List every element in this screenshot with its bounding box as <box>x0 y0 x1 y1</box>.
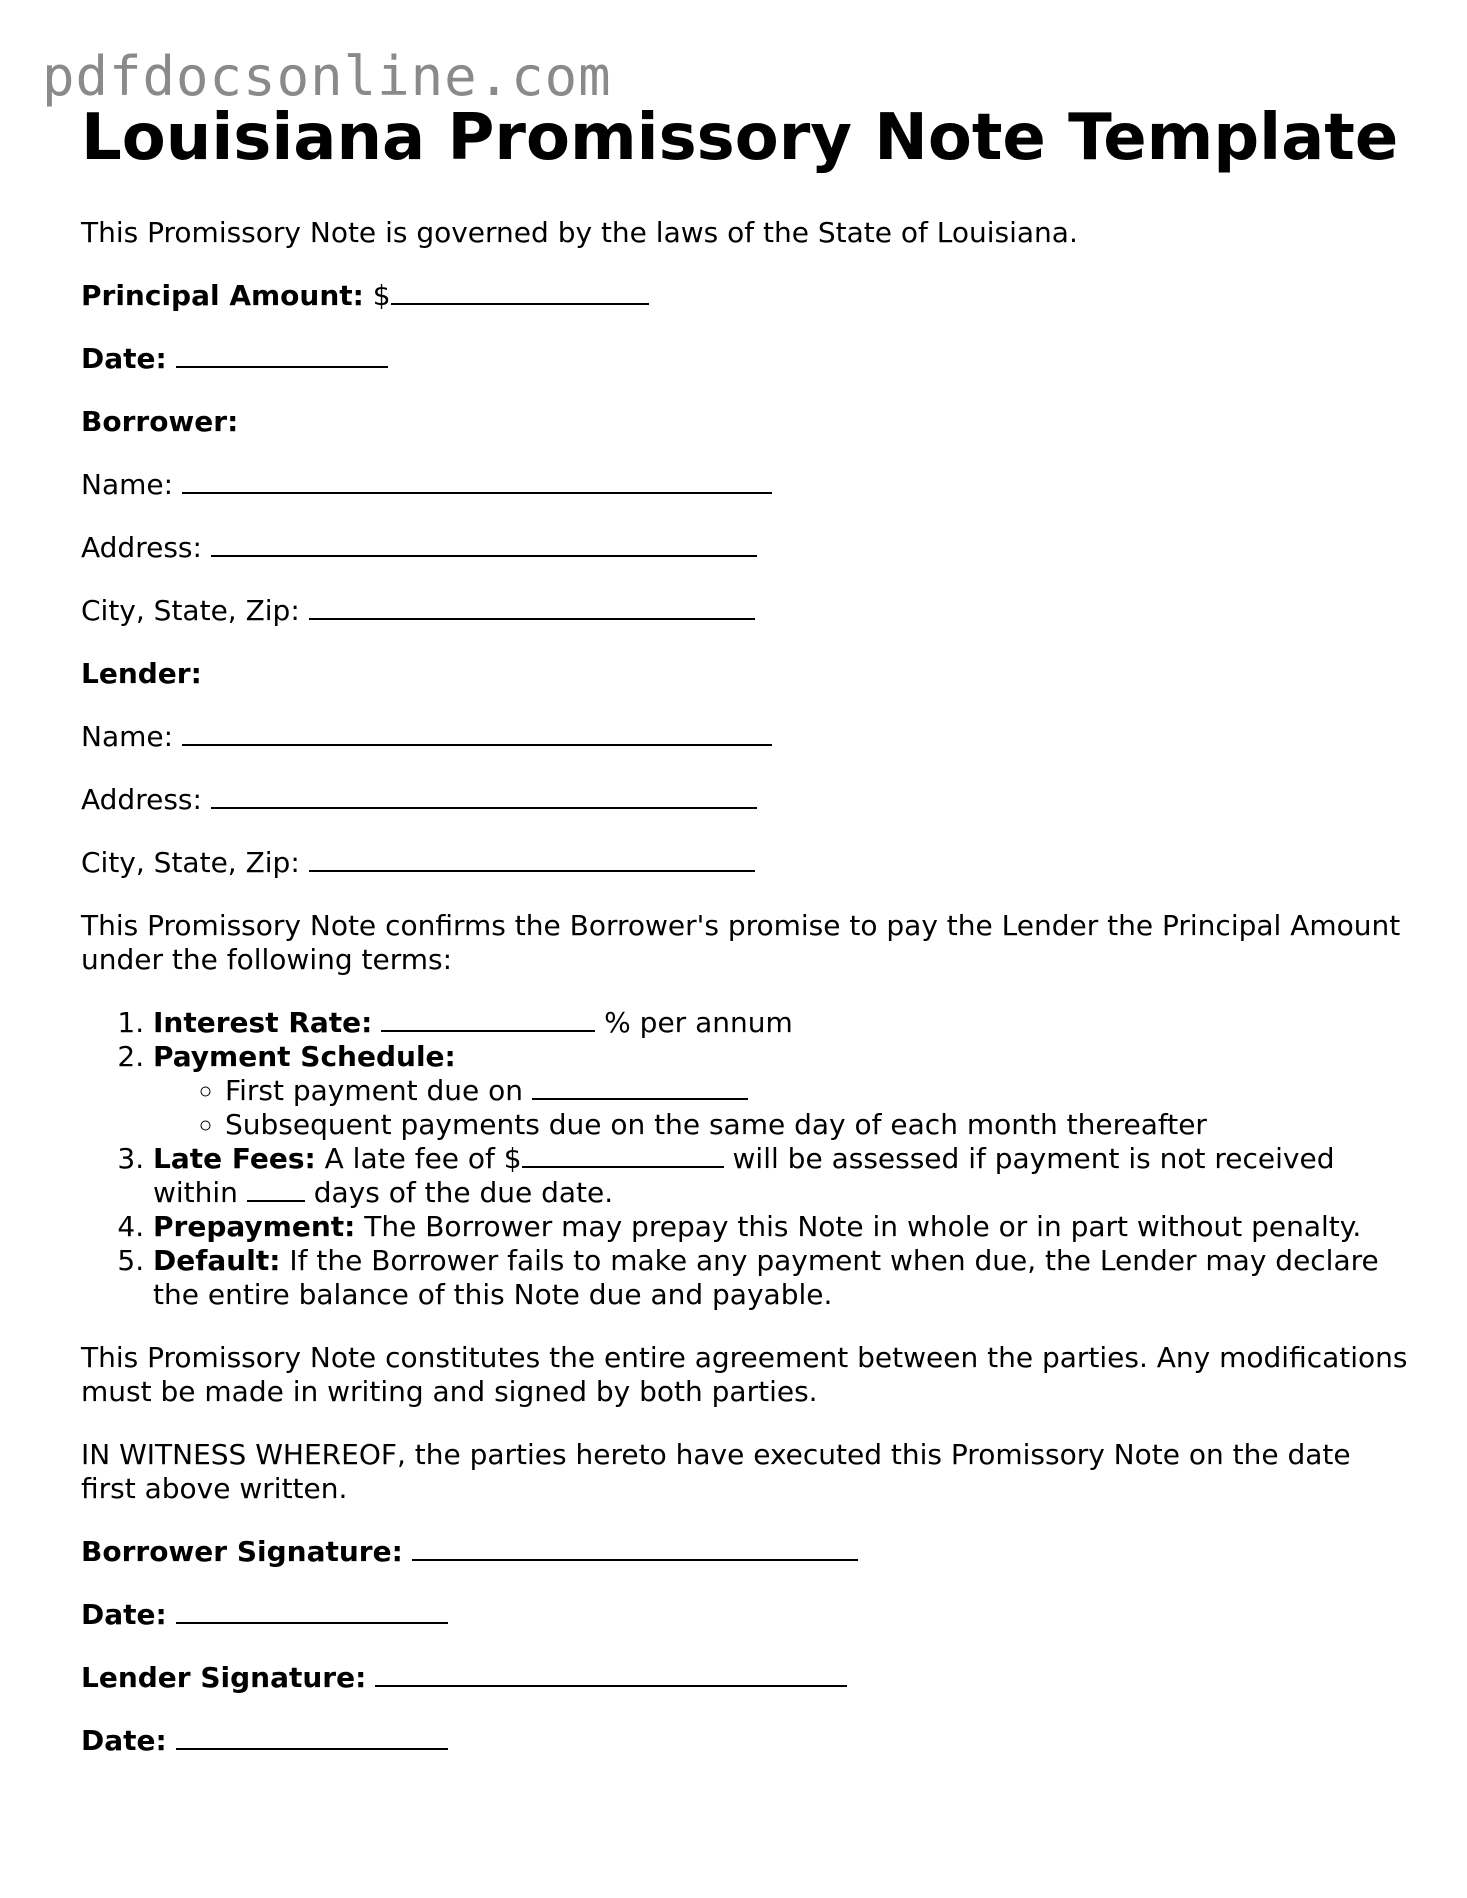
lender-address-label: Address: <box>81 783 202 817</box>
lender-name-blank[interactable] <box>182 720 772 746</box>
payment-schedule-sublist <box>153 1074 1411 1142</box>
interest-rate-suffix: % per annum <box>604 1006 793 1040</box>
lender-signature-date-label: Date: <box>81 1724 167 1758</box>
borrower-signature-date-field <box>81 1598 1411 1632</box>
lender-signature-blank[interactable] <box>375 1661 847 1687</box>
lender-address-blank[interactable] <box>211 783 757 809</box>
first-payment-blank[interactable] <box>532 1074 748 1100</box>
lender-name-field <box>81 720 1411 754</box>
late-fees-label: Late Fees: <box>153 1142 316 1176</box>
term-default <box>153 1244 1411 1312</box>
subsequent-payments-item: ◦ Subsequent payments due on the same day of each month thereafter <box>225 1108 1411 1142</box>
interest-rate-blank[interactable] <box>381 1006 595 1032</box>
borrower-city-label: City, State, Zip: <box>81 594 300 628</box>
lender-city-field <box>81 846 1411 880</box>
borrower-signature-date-label: Date: <box>81 1598 167 1632</box>
lender-city-blank[interactable] <box>309 846 755 872</box>
lender-signature-field <box>81 1661 1411 1695</box>
late-fee-days-blank[interactable] <box>247 1176 305 1202</box>
date-blank[interactable] <box>176 342 388 368</box>
lender-signature-date-field <box>81 1724 1411 1758</box>
lender-heading <box>81 657 1411 691</box>
watermark: pdfdocsonline.com <box>42 45 612 108</box>
default-text: If the Borrower fails to make any payment when due, the Lender may declare the entire balance of this Note due and payable. <box>153 1244 1379 1312</box>
witness-clause: IN WITNESS WHEREOF, the parties hereto have executed this Promissory Note on the date first above written. <box>81 1438 1351 1506</box>
term-interest-rate <box>153 1006 1411 1040</box>
lender-address-field <box>81 783 1411 817</box>
lender-heading-text: Lender: <box>81 657 202 691</box>
late-fee-text-c: days of the due date. <box>313 1176 614 1210</box>
principal-currency-symbol: $ <box>372 279 391 313</box>
principal-amount-label: Principal Amount: <box>81 279 364 313</box>
terms-intro: This Promissory Note confirms the Borrower's promise to pay the Lender the Principal Amount under the following terms: <box>81 909 1401 977</box>
term-prepayment <box>153 1210 1411 1244</box>
terms-list <box>81 1006 1411 1312</box>
interest-rate-label: Interest Rate: <box>153 1006 373 1040</box>
payment-schedule-label: Payment Schedule: <box>153 1040 456 1074</box>
late-fee-text-b: will be assessed if payment is not received within <box>153 1142 1335 1210</box>
borrower-address-blank[interactable] <box>211 531 757 557</box>
term-payment-schedule <box>153 1040 1411 1142</box>
governing-law-statement: This Promissory Note is governed by the laws of the State of Louisiana. <box>81 216 1078 250</box>
prepayment-text: The Borrower may prepay this Note in whole or in part without penalty. <box>364 1210 1362 1244</box>
entire-agreement-clause: This Promissory Note constitutes the entire agreement between the parties. Any modifications must be made in writing and signed by both parties. <box>81 1341 1408 1409</box>
date-label: Date: <box>81 342 167 376</box>
term-late-fees <box>153 1142 1411 1210</box>
late-fee-amount-blank[interactable] <box>522 1142 724 1168</box>
borrower-signature-label: Borrower Signature: <box>81 1535 403 1569</box>
first-payment-text: First payment due on <box>225 1074 523 1108</box>
borrower-signature-date-blank[interactable] <box>176 1598 448 1624</box>
document-page <box>81 101 1411 1758</box>
principal-amount-field <box>81 279 1411 313</box>
lender-signature-label: Lender Signature: <box>81 1661 367 1695</box>
document-title: Louisiana Promissory Note Template <box>81 101 1399 175</box>
borrower-name-blank[interactable] <box>182 468 772 494</box>
lender-name-label: Name: <box>81 720 174 754</box>
borrower-city-field <box>81 594 1411 628</box>
first-payment-item <box>225 1074 1411 1108</box>
borrower-heading-text: Borrower: <box>81 405 239 439</box>
borrower-heading <box>81 405 1411 439</box>
borrower-signature-field <box>81 1535 1411 1569</box>
principal-amount-blank[interactable] <box>391 279 649 305</box>
borrower-address-field <box>81 531 1411 565</box>
lender-city-label: City, State, Zip: <box>81 846 300 880</box>
borrower-signature-blank[interactable] <box>412 1535 858 1561</box>
borrower-name-field <box>81 468 1411 502</box>
late-fee-text-a: A late fee of $ <box>324 1142 522 1176</box>
default-label: Default: <box>153 1244 281 1278</box>
lender-signature-date-blank[interactable] <box>176 1724 448 1750</box>
borrower-name-label: Name: <box>81 468 174 502</box>
borrower-city-blank[interactable] <box>309 594 755 620</box>
prepayment-label: Prepayment: <box>153 1210 356 1244</box>
borrower-address-label: Address: <box>81 531 202 565</box>
date-field <box>81 342 1411 376</box>
